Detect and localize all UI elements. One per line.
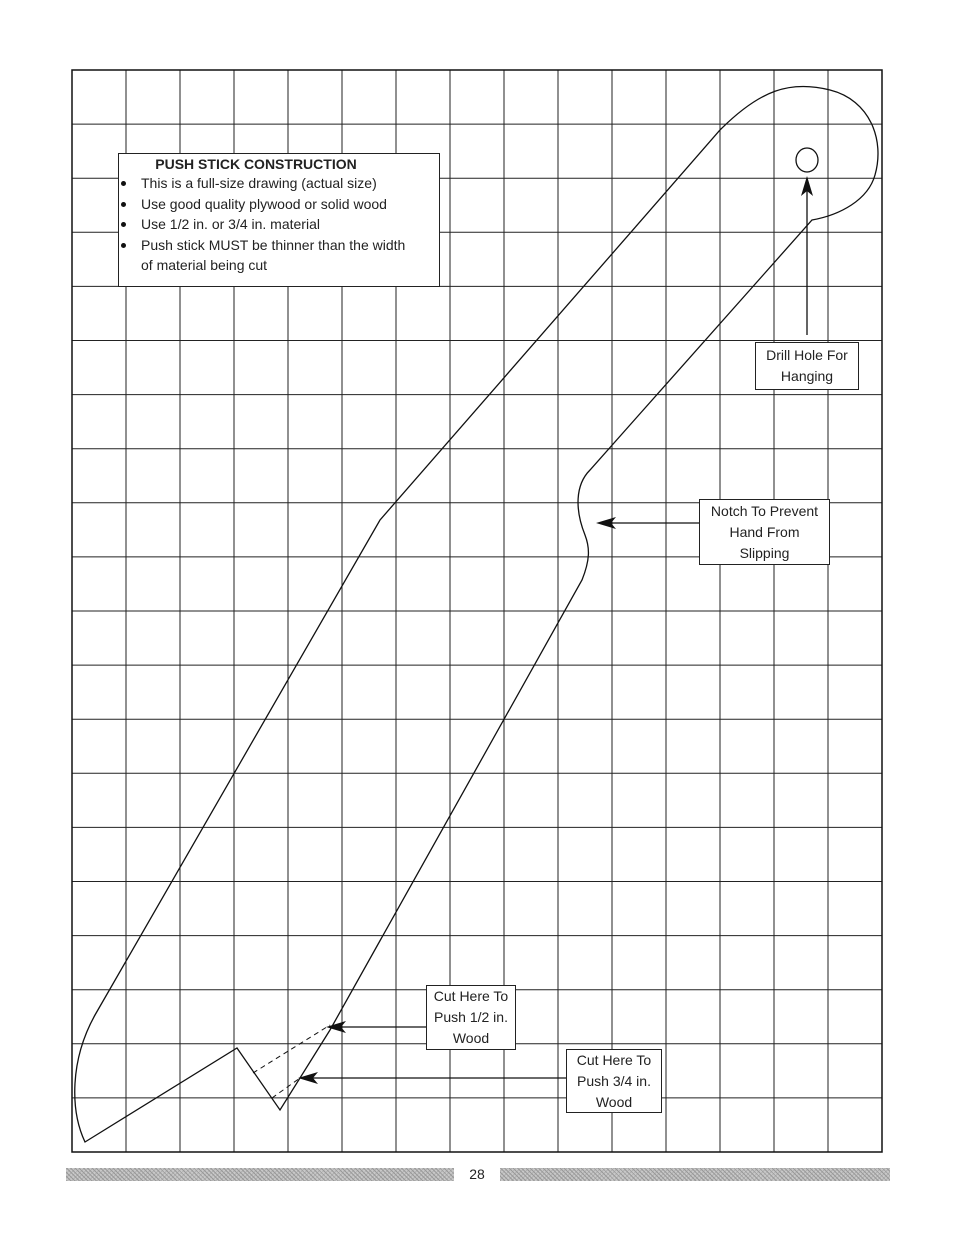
bullet-icon [121, 222, 126, 227]
info-item: This is a full-size drawing (actual size) [119, 173, 439, 194]
info-item: Use 1/2 in. or 3/4 in. material [119, 214, 439, 235]
bullet-icon [121, 243, 126, 248]
info-item: Push stick MUST be thinner than the width [119, 235, 439, 256]
page-number: 28 [469, 1166, 485, 1182]
info-box-title: PUSH STICK CONSTRUCTION [155, 156, 357, 172]
footer-bar-right [500, 1168, 890, 1181]
arrow-cut-three-quarter [298, 1072, 567, 1084]
cut-half-callout: Cut Here To Push 1/2 in. Wood [426, 985, 516, 1050]
info-item: Use good quality plywood or solid wood [119, 194, 439, 215]
arrow-drill-hole [801, 176, 813, 335]
footer-bar-left [66, 1168, 454, 1181]
push-stick-construction-box [118, 153, 440, 287]
notch-callout: Notch To Prevent Hand From Slipping [699, 499, 830, 565]
bullet-icon [121, 181, 126, 186]
drill-hole-callout: Drill Hole For Hanging [755, 342, 859, 390]
hanging-hole [796, 148, 818, 172]
info-box-list [119, 173, 439, 255]
info-item-continuation: of material being cut [141, 257, 268, 273]
bullet-icon [121, 202, 126, 207]
cut-three-quarter-callout: Cut Here To Push 3/4 in. Wood [566, 1049, 662, 1113]
arrow-cut-half [326, 1021, 427, 1033]
cut-line-three-quarter [272, 1078, 300, 1098]
arrow-notch [596, 517, 700, 529]
